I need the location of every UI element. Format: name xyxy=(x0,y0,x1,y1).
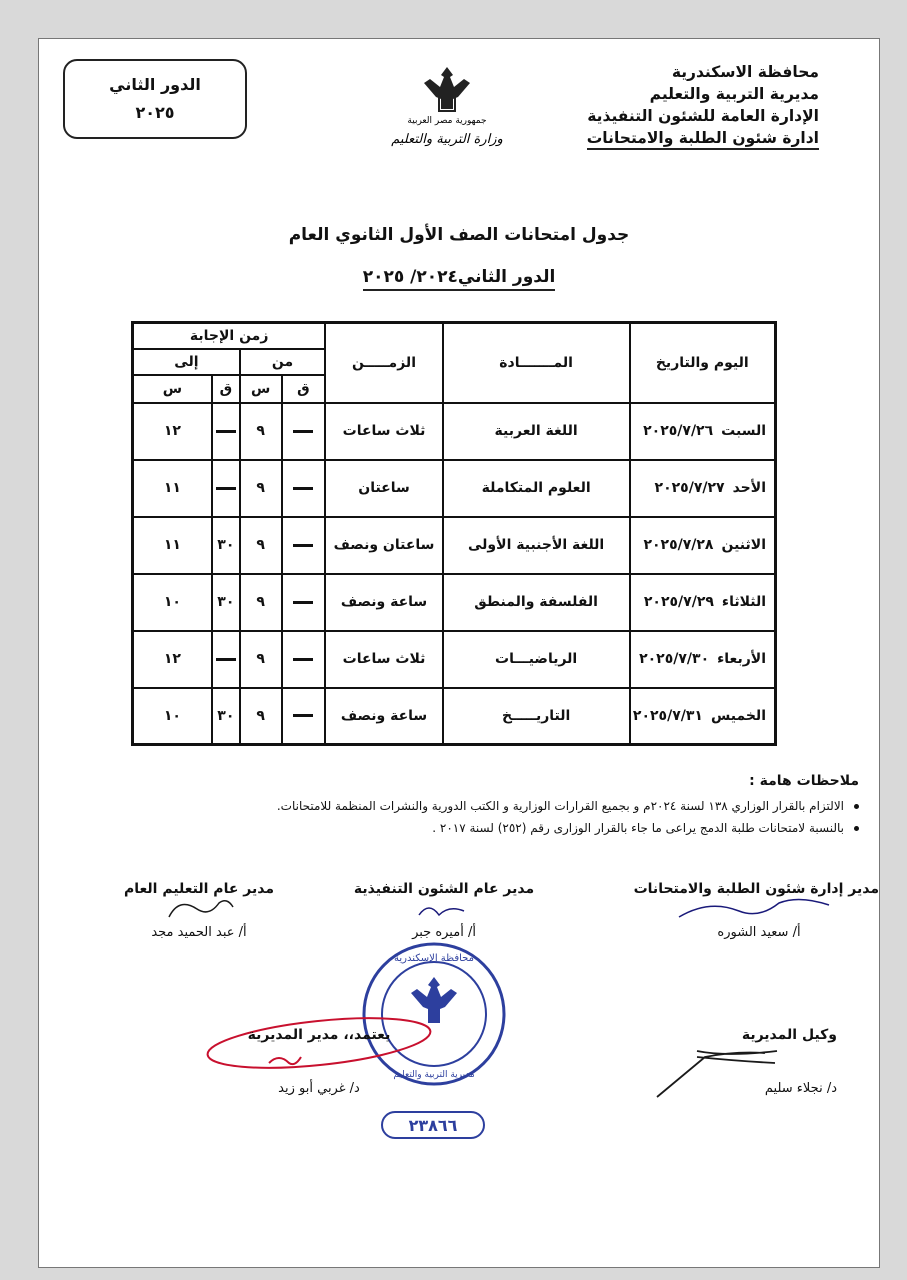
cell-subject: التاريـــــخ xyxy=(443,688,630,745)
cell-duration: ثلاث ساعات xyxy=(325,631,442,688)
document-page xyxy=(38,38,880,1268)
exam-schedule-table xyxy=(131,321,777,746)
signature-title: وكيل المديرية xyxy=(741,1027,837,1043)
signature-title: مدير عام الشئون التنفيذية xyxy=(353,881,535,897)
header-subject: المـــــــادة xyxy=(443,323,630,403)
cell-duration: ساعتان xyxy=(325,460,442,517)
cell-day: الأربعاء xyxy=(717,651,766,667)
header-day-date: اليوم والتاريخ xyxy=(630,323,776,403)
seal-bottom-text: مديرية التربية والتعليم xyxy=(393,1070,475,1080)
cell-to-hour: ١٠ xyxy=(133,574,212,631)
schedule-subtitle: الدور الثاني٢٠٢٤/ ٢٠٢٥ xyxy=(363,267,556,291)
cell-to-minute: ٣٠ xyxy=(212,688,240,745)
eagle-emblem-icon xyxy=(377,61,517,151)
cell-day-date xyxy=(630,688,776,745)
cell-from-minute xyxy=(282,403,326,460)
header-to-hour: س xyxy=(133,375,212,403)
cell-to-hour: ١١ xyxy=(133,460,212,517)
cell-from-hour: ٩ xyxy=(240,574,282,631)
dash-mark xyxy=(293,601,313,604)
cell-to-minute: ٣٠ xyxy=(212,517,240,574)
cell-to-hour: ١٢ xyxy=(133,403,212,460)
dash-mark xyxy=(216,658,236,661)
cell-subject: الفلسفة والمنطق xyxy=(443,574,630,631)
red-signature-icon xyxy=(199,1013,439,1083)
table-row xyxy=(133,631,776,688)
note-item: الالتزام بالقرار الوزاري ١٣٨ لسنة ٢٠٢٤م و بجميع القرارات الوزارية و الكتب الدورية والنشرات المنظمة للامتحانات. xyxy=(139,795,859,817)
seal-number: ٢٣٨٦٦ xyxy=(381,1111,485,1139)
table-row xyxy=(133,403,776,460)
cell-from-minute xyxy=(282,460,326,517)
cell-from-minute xyxy=(282,631,326,688)
signature-name: أ/ سعيد الشوره xyxy=(717,925,801,940)
notes-list xyxy=(139,795,859,839)
cell-from-hour: ٩ xyxy=(240,460,282,517)
dash-mark xyxy=(216,487,236,490)
table-row xyxy=(133,688,776,745)
cell-from-hour: ٩ xyxy=(240,631,282,688)
signature-title: مدير إدارة شئون الطلبة والامتحانات xyxy=(633,881,879,897)
cell-from-hour: ٩ xyxy=(240,403,282,460)
header-to: إلى xyxy=(133,349,240,375)
cell-day-date xyxy=(630,403,776,460)
note-item: بالنسبة لامتحانات طلبة الدمج يراعى ما جاء بالقرار الوزارى رقم (٢٥٢) لسنة ٢٠١٧ . xyxy=(139,817,859,839)
dash-mark xyxy=(293,487,313,490)
cell-subject: اللغة الأجنبية الأولى xyxy=(443,517,630,574)
cell-day-date xyxy=(630,631,776,688)
cell-subject: اللغة العربية xyxy=(443,403,630,460)
cell-from-minute xyxy=(282,688,326,745)
cell-from-minute xyxy=(282,574,326,631)
org-line-department: ادارة شئون الطلبة والامتحانات xyxy=(587,129,819,150)
handwritten-signature-icon xyxy=(99,897,299,921)
handwritten-signature-icon xyxy=(339,897,549,921)
signature-students-affairs xyxy=(633,881,879,940)
signature-title: مدير عام التعليم العام xyxy=(124,881,274,897)
table-row xyxy=(133,517,776,574)
signature-general-education xyxy=(99,881,299,940)
cell-duration: ساعة ونصف xyxy=(325,688,442,745)
cell-day: الثلاثاء xyxy=(721,594,766,610)
org-line-administration: الإدارة العامة للشئون التنفيذية xyxy=(587,107,819,125)
cell-day: الخميس xyxy=(710,707,766,724)
ministry-emblem xyxy=(377,61,517,151)
cell-to-minute xyxy=(212,460,240,517)
table-row xyxy=(133,460,776,517)
cell-duration: ساعتان ونصف xyxy=(325,517,442,574)
cell-duration: ساعة ونصف xyxy=(325,574,442,631)
cell-to-minute xyxy=(212,631,240,688)
cell-duration: ثلاث ساعات xyxy=(325,403,442,460)
cell-day: الأحد xyxy=(732,480,766,496)
table-row xyxy=(133,574,776,631)
signature-name: د/ غربي أبو زيد xyxy=(278,1081,360,1096)
cell-date: ٢٠٢٥/٧/٢٨ xyxy=(643,537,714,553)
header-duration: الزمـــــن xyxy=(325,323,442,403)
org-line-governorate: محافظة الاسكندرية xyxy=(671,63,819,81)
exam-round-box xyxy=(63,59,247,139)
cell-from-minute xyxy=(282,517,326,574)
header-from-minute: ق xyxy=(282,375,326,403)
cell-day: السبت xyxy=(721,423,766,439)
cell-from-hour: ٩ xyxy=(240,688,282,745)
cell-date: ٢٠٢٥/٧/٢٧ xyxy=(654,480,725,496)
org-line-directorate: مديرية التربية والتعليم xyxy=(649,85,819,103)
header-from: من xyxy=(240,349,326,375)
seal-text: محافظة الإسكندرية xyxy=(393,953,475,964)
round-label: الدور الثاني xyxy=(109,75,201,94)
signature-deputy xyxy=(637,1027,837,1096)
cell-subject: الرياضيـــات xyxy=(443,631,630,688)
cell-to-minute: ٣٠ xyxy=(212,574,240,631)
cell-date: ٢٠٢٥/٧/٢٩ xyxy=(643,594,714,610)
schedule-title: جدول امتحانات الصف الأول الثانوي العام xyxy=(288,225,630,245)
cell-to-minute xyxy=(212,403,240,460)
header-answer-time: زمن الإجابة xyxy=(133,323,326,349)
signature-name: أ/ عبد الحميد مجد xyxy=(151,925,247,940)
cell-date: ٢٠٢٥/٧/٣١ xyxy=(632,707,703,724)
signature-name: د/ نجلاء سليم xyxy=(764,1081,837,1096)
signature-executive-affairs xyxy=(339,881,549,940)
dash-mark xyxy=(216,430,236,433)
handwritten-signature-icon xyxy=(639,897,879,921)
signature-director xyxy=(209,1027,429,1096)
cell-to-hour: ١٠ xyxy=(133,688,212,745)
emblem-caption: جمهورية مصر العربية xyxy=(407,116,487,126)
header-to-minute: ق xyxy=(212,375,240,403)
header-from-hour: س xyxy=(240,375,282,403)
cell-day: الاثنين xyxy=(721,537,766,553)
signature-title: يعتمد،، مدير المديرية xyxy=(247,1027,391,1043)
round-year: ٢٠٢٥ xyxy=(135,103,175,122)
dash-mark xyxy=(293,430,313,433)
cell-date: ٢٠٢٥/٧/٢٦ xyxy=(643,423,714,439)
cell-day-date xyxy=(630,574,776,631)
ministry-caption: وزارة التربية والتعليم xyxy=(391,132,503,147)
notes-title: ملاحظات هامة : xyxy=(749,773,859,789)
organization-header xyxy=(559,61,819,149)
cell-day-date xyxy=(630,517,776,574)
signature-name: أ/ أميره جبر xyxy=(412,925,476,940)
dash-mark xyxy=(293,658,313,661)
cell-from-hour: ٩ xyxy=(240,517,282,574)
cell-to-hour: ١٢ xyxy=(133,631,212,688)
cell-subject: العلوم المتكاملة xyxy=(443,460,630,517)
cell-day-date xyxy=(630,460,776,517)
cell-date: ٢٠٢٥/٧/٣٠ xyxy=(639,651,710,667)
cell-to-hour: ١١ xyxy=(133,517,212,574)
dash-mark xyxy=(293,714,313,717)
dash-mark xyxy=(293,544,313,547)
